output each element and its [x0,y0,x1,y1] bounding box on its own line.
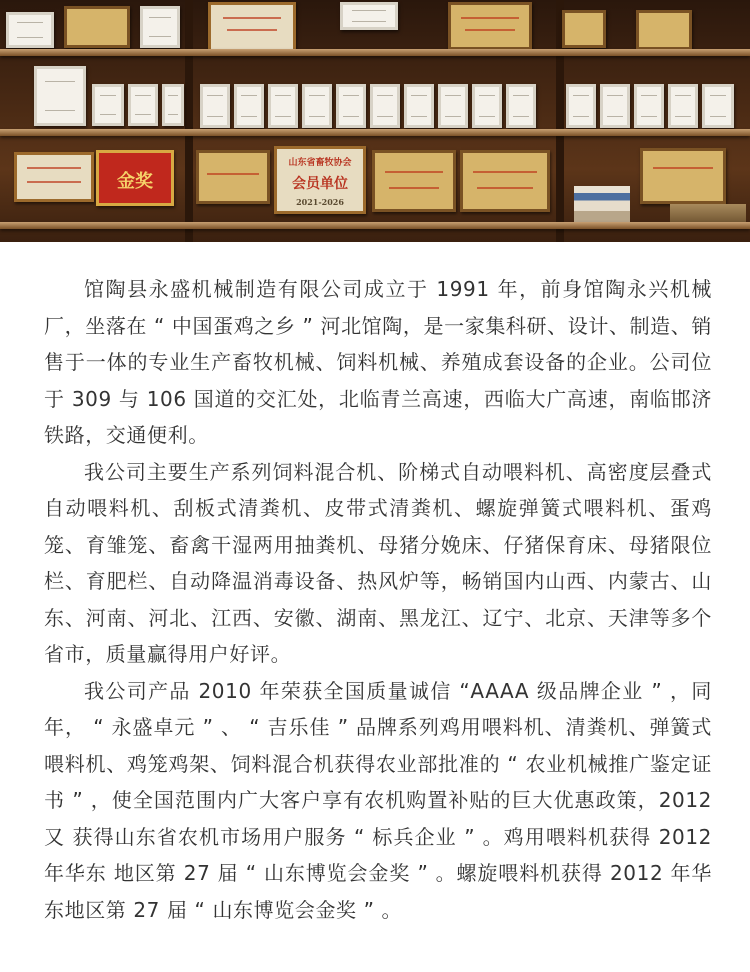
book-stack [670,204,746,224]
shelf [0,129,750,136]
book-stack [574,186,630,222]
certificate-frame [566,84,596,128]
certificate-frame [600,84,630,128]
plaque-years: 2021-2026 [296,197,344,207]
award-plaque [448,2,532,50]
shelf [0,49,750,56]
intro-paragraph-founding: 馆陶县永盛机械制造有限公司成立于 1991 年，前身馆陶永兴机械厂，坐落在 “ 中国蛋鸡之乡 ” 河北馆陶，是一家集科研、设计、制造、销售于一体的专业生产畜牧机械、饲料机械、养殖成套设备的企业。公司位于 309 与 106 国道的交汇处，北临青兰高速，西临大广高速，南临邯济铁路，交通便利。 [44,277,712,447]
certificate-frame [302,84,332,128]
cabinet-post [185,0,193,242]
certificate-frame [438,84,468,128]
intro-paragraph-products: 我公司主要生产系列饲料混合机、阶梯式自动喂料机、高密度层叠式自动喂料机、刮板式清粪机、皮带式清粪机、螺旋弹簧式喂料机、蛋鸡笼、育雏笼、畜禽干湿两用抽粪机、母猪分娩床、仔猪保育床、母猪限位栏、育肥栏、自动降温消毒设备、热风炉等，畅销国内山西、内蒙古、山东、河南、河北、江西、安徽、湖南、黑龙江、辽宁、北京、天津等多个省市，质量赢得用户好评。 [44,459,712,666]
certificate-frame [6,12,54,48]
certificate-frame [340,2,398,30]
shelf [0,222,750,229]
award-plaque [562,10,606,48]
company-introduction [44,271,712,928]
certificate-frame [140,6,180,48]
award-plaque [196,150,270,204]
certificate-frame [370,84,400,128]
certificate-frame [200,84,230,128]
award-plaque [372,150,456,212]
intro-paragraph-awards: 我公司产品 2010 年荣获全国质量诚信 “AAAA 级品牌企业 ” ，同年， “ 永盛卓元 ” 、 “ 吉乐佳 ” 品牌系列鸡用喂料机、清粪机、弹簧式 喂料机、鸡笼鸡架、饲料混合机获得农业部批准的 “ 农业机械推广鉴定证 书 ” ，使全国范围内广大客户享有农机购置补贴的巨大优惠政策，2012 又 获得山东省农机市场用户服务 “ 标兵企业 ” 。鸡用喂料机获得 2012 年华东 地区第 27 届 “ 山东博览会金奖 ” 。螺旋喂料机获得 2012 年华东地区第 27 届 “ 山东博览会金奖 ” 。 [44,678,712,922]
award-plaque [460,150,550,212]
certificate-frame [162,84,184,126]
award-plaque [64,6,130,48]
certificate-frame [234,84,264,128]
certificate-frame [472,84,502,128]
certificate-frame [634,84,664,128]
award-gold-text: 金奖 [117,171,153,192]
honor-wall-photo [0,0,750,242]
certificate-frame [34,66,86,126]
certificate-frame [506,84,536,128]
certificate-frame [92,84,124,126]
award-plaque [640,148,726,204]
member-unit-plaque [274,146,366,214]
award-plaque [208,2,296,52]
certificate-frame [336,84,366,128]
association-title: 山东省畜牧协会 [288,158,352,168]
gold-award-plaque [96,150,174,206]
certificate-frame [128,84,158,126]
certificate-frame [668,84,698,128]
certificate-frame [268,84,298,128]
award-plaque [636,10,692,50]
certificate-frame [404,84,434,128]
award-plaque [14,152,94,202]
member-unit-text: 会员单位 [292,176,348,192]
certificate-frame [702,84,734,128]
